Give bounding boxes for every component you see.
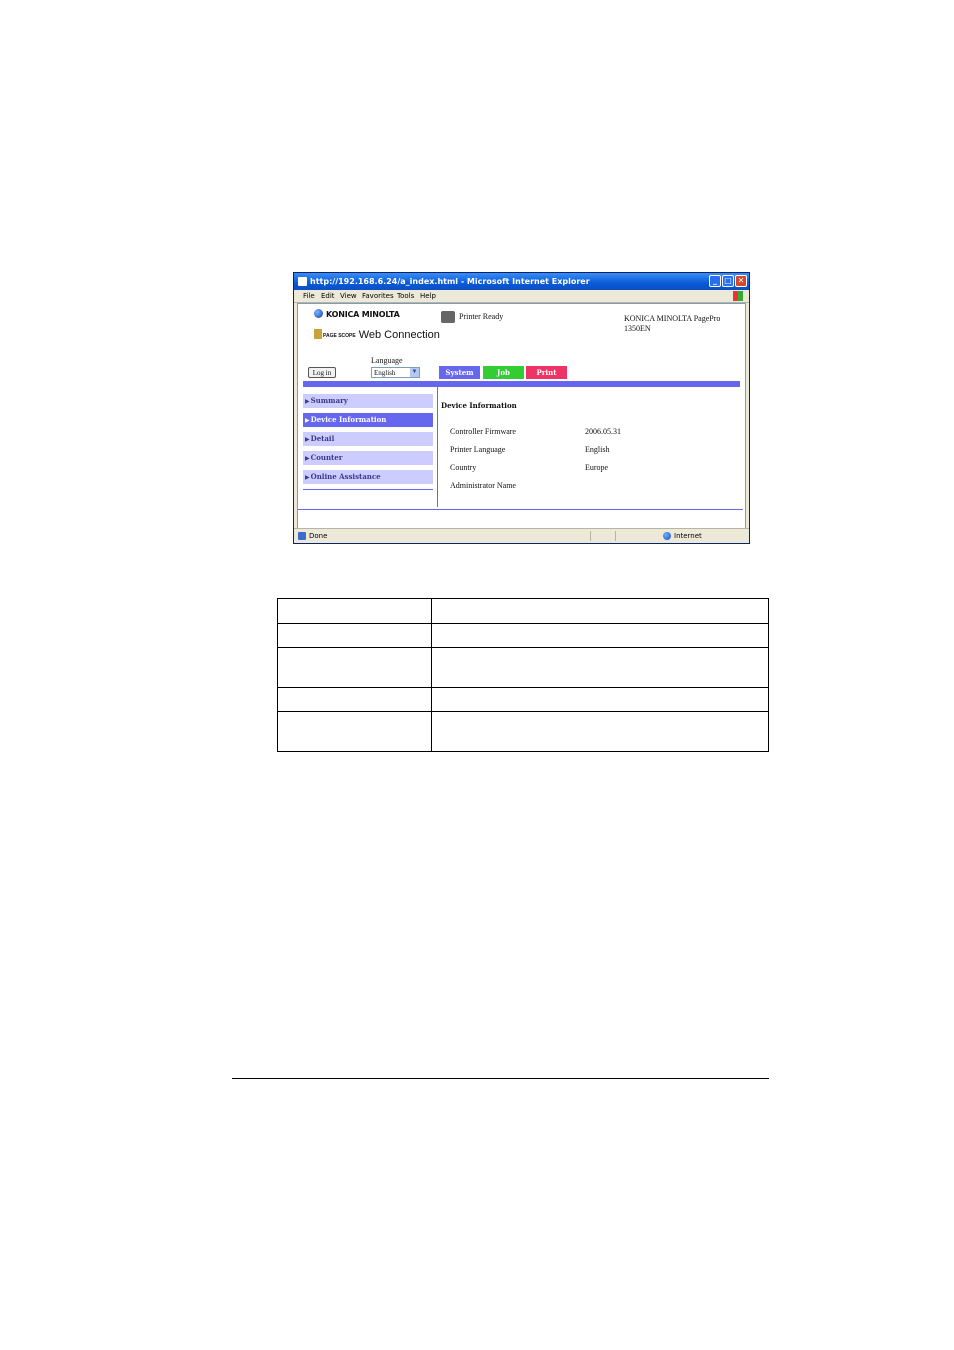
table-row xyxy=(278,712,769,752)
windows-logo-icon xyxy=(733,291,743,301)
table-cell xyxy=(278,648,432,688)
tab-job[interactable]: Job xyxy=(483,366,524,379)
row-label-controller-firmware: Controller Firmware xyxy=(450,427,516,436)
table-row xyxy=(278,599,769,624)
status-bar xyxy=(294,528,749,543)
language-label: Language xyxy=(371,356,403,365)
menu-edit[interactable]: Edit xyxy=(321,292,335,300)
close-button[interactable]: ✕ xyxy=(735,275,747,287)
footer-rule xyxy=(232,1078,769,1079)
ie-page-icon xyxy=(298,277,307,286)
printer-status: Printer Ready xyxy=(459,312,504,321)
tab-system[interactable]: System xyxy=(439,366,480,379)
row-value-controller-firmware: 2006.05.31 xyxy=(585,427,621,436)
page-content xyxy=(297,303,746,529)
chevron-down-icon[interactable]: ▼ xyxy=(411,369,418,375)
title-bar[interactable] xyxy=(294,273,749,290)
row-label-administrator-name: Administrator Name xyxy=(450,481,516,490)
table-cell xyxy=(432,599,769,624)
triangle-right-icon: ▶ xyxy=(305,417,310,424)
status-text: Done xyxy=(309,532,328,540)
minimize-button[interactable]: _ xyxy=(709,275,721,287)
login-button[interactable]: Log in xyxy=(308,367,336,378)
language-select[interactable]: English ▼ xyxy=(371,367,420,378)
table-cell xyxy=(278,599,432,624)
table-cell xyxy=(432,624,769,648)
section-title: Device Information xyxy=(441,401,517,410)
table-cell xyxy=(278,712,432,752)
table-cell xyxy=(432,648,769,688)
status-divider xyxy=(615,531,616,541)
row-value-printer-language: English xyxy=(585,445,610,454)
printer-model: KONICA MINOLTA PagePro 1350EN xyxy=(624,314,721,333)
menu-view[interactable]: View xyxy=(340,292,357,300)
pagescope-logo: PAGE SCOPE Web Connection xyxy=(314,329,440,341)
menu-help[interactable]: Help xyxy=(420,292,436,300)
footer-divider xyxy=(298,509,743,510)
row-label-printer-language: Printer Language xyxy=(450,445,506,454)
vertical-divider xyxy=(437,387,438,507)
menu-favorites[interactable]: Favorites xyxy=(362,292,394,300)
empty-document-table xyxy=(277,598,769,752)
sidebar-item-counter[interactable]: ▶Counter xyxy=(303,451,433,465)
pagescope-icon xyxy=(314,329,322,339)
security-zone-label: Internet xyxy=(674,532,702,540)
browser-window xyxy=(293,272,750,544)
window-title: http://192.168.6.24/a_index.html - Microsoft Internet Explorer xyxy=(310,277,590,286)
globe-icon xyxy=(314,309,323,318)
header-divider xyxy=(303,381,740,387)
table-cell xyxy=(432,712,769,752)
konica-minolta-logo: KONICA MINOLTA xyxy=(314,309,400,319)
triangle-right-icon: ▶ xyxy=(305,436,310,443)
table-cell xyxy=(278,688,432,712)
sidebar-item-detail[interactable]: ▶Detail xyxy=(303,432,433,446)
sidebar-item-summary[interactable]: ▶Summary xyxy=(303,394,433,408)
table-row xyxy=(278,624,769,648)
tab-print[interactable]: Print xyxy=(526,366,567,379)
row-value-country: Europe xyxy=(585,463,609,472)
printer-icon xyxy=(441,311,455,323)
triangle-right-icon: ▶ xyxy=(305,474,310,481)
row-label-country: Country xyxy=(450,463,477,472)
sidebar-item-device-information[interactable]: ▶Device Information xyxy=(303,413,433,427)
table-cell xyxy=(278,624,432,648)
table-cell xyxy=(432,688,769,712)
status-divider xyxy=(590,531,591,541)
sidebar-end-line xyxy=(303,489,433,490)
table-row xyxy=(278,648,769,688)
menu-file[interactable]: File xyxy=(303,292,315,300)
menu-bar xyxy=(294,290,749,303)
sidebar-item-online-assistance[interactable]: ▶Online Assistance xyxy=(303,470,433,484)
menu-tools[interactable]: Tools xyxy=(397,292,415,300)
table-row xyxy=(278,688,769,712)
triangle-right-icon: ▶ xyxy=(305,398,310,405)
triangle-right-icon: ▶ xyxy=(305,455,310,462)
page-done-icon xyxy=(298,532,306,540)
maximize-button[interactable]: □ xyxy=(722,275,734,287)
internet-zone-icon xyxy=(663,532,671,540)
